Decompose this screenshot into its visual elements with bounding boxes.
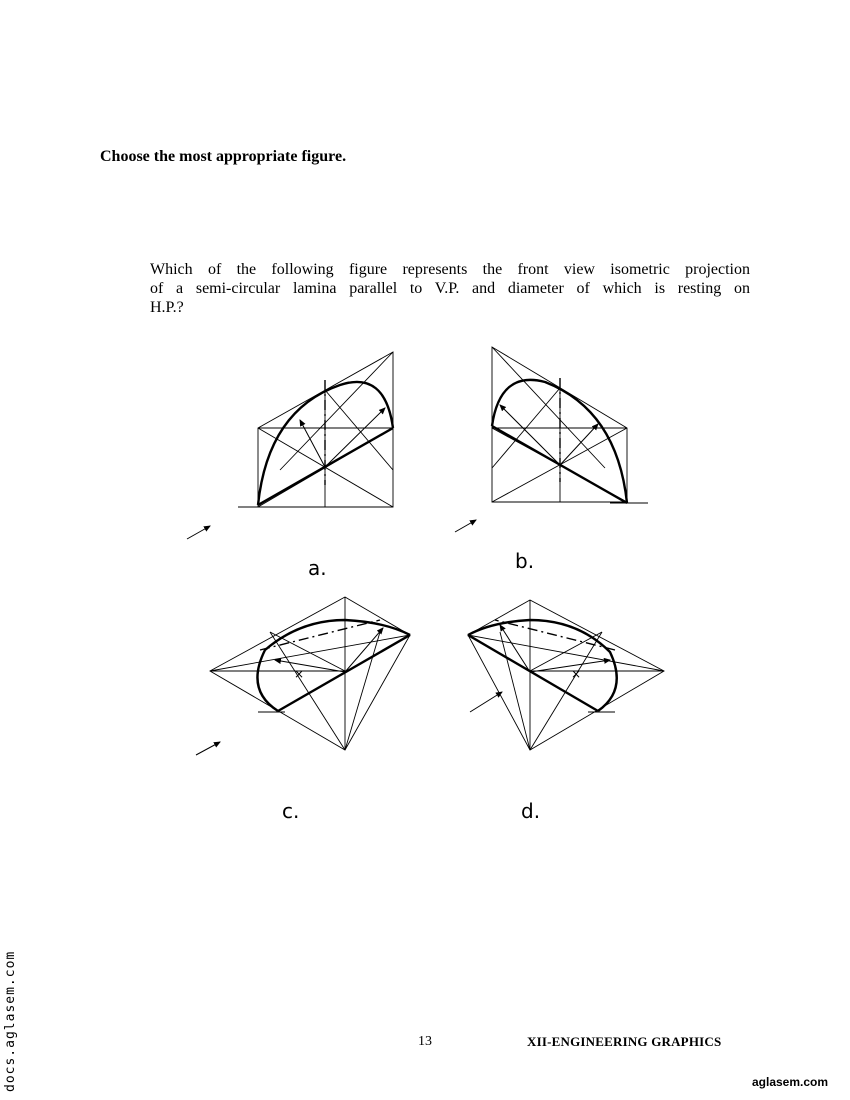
footer-title: XII-ENGINEERING GRAPHICS bbox=[527, 1034, 722, 1049]
option-d-label: d. bbox=[521, 799, 541, 823]
svg-text:×: × bbox=[294, 667, 305, 681]
option-c-label: c. bbox=[282, 799, 300, 823]
side-watermark: docs.aglasem.com bbox=[3, 950, 18, 1092]
brand-watermark: aglasem.com bbox=[752, 1075, 829, 1089]
instruction-heading: Choose the most appropriate figure. bbox=[100, 148, 347, 165]
option-a-label: a. bbox=[308, 556, 327, 580]
question-line-2: of a semi-circular lamina parallel to V.P. and diameter of which is resting on bbox=[150, 280, 750, 297]
option-b-label: b. bbox=[515, 549, 535, 573]
figure-b bbox=[455, 347, 648, 532]
figure-a bbox=[187, 352, 393, 539]
question-line-1: Which of the following figure represents the front view isometric projection bbox=[150, 261, 750, 278]
figure-c bbox=[196, 597, 410, 755]
figure-d bbox=[468, 600, 664, 750]
svg-text:×: × bbox=[571, 667, 582, 681]
question-line-3: H.P.? bbox=[150, 299, 184, 316]
page-number: 13 bbox=[418, 1034, 432, 1049]
